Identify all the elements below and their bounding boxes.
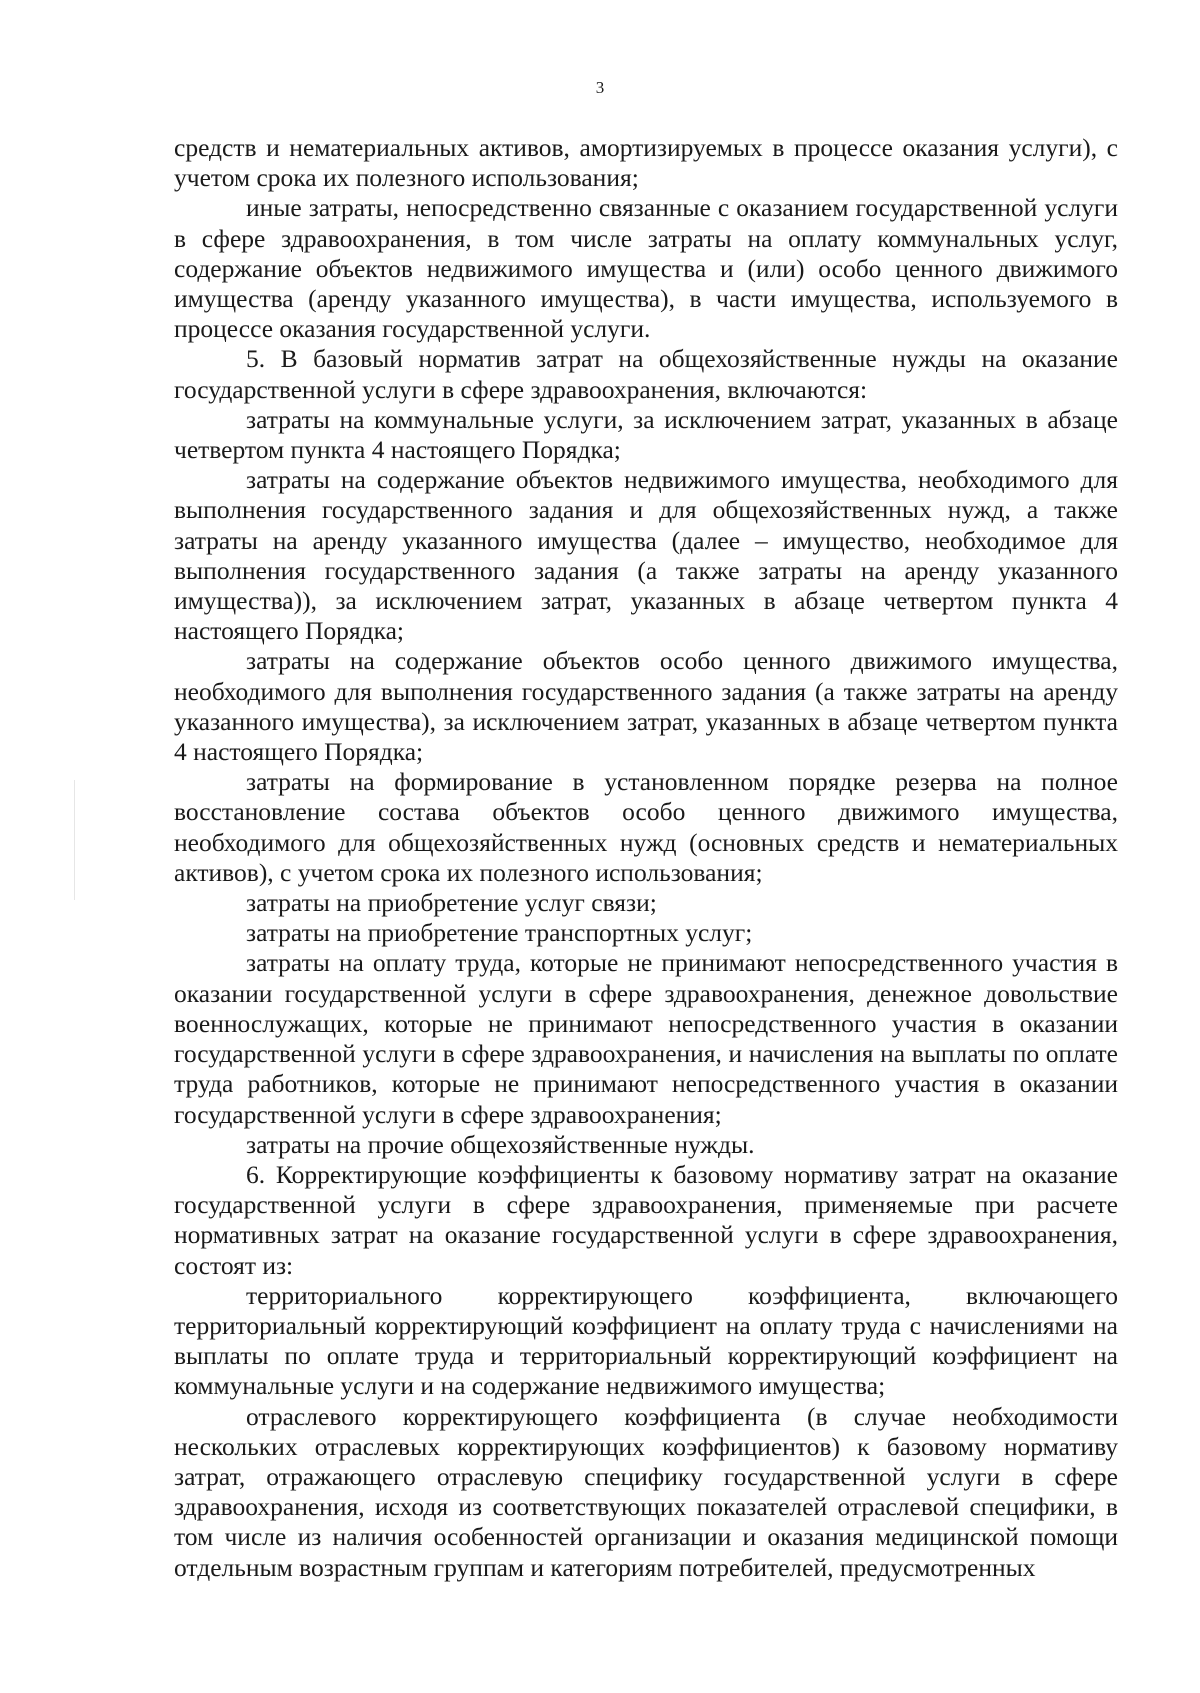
paragraph-transport: затраты на приобретение транспортных услуг; <box>246 918 753 948</box>
scan-artifact <box>74 780 75 900</box>
paragraph-industry-coefficient: отраслевого корректирующего коэффициента (в случае необходимости нескольких отраслевых корректирующих коэффициентов) к базовому нормативу затрат, отражающего отраслевую специфику государственной услуги в сфере здравоохранения, исходя из соответствующих показателей отраслевой специфики, в том числе из наличия особенностей организации и оказания медицинской помощи отдельным возрастным группам и категориям потребителей, предусмотренных <box>174 1401 1118 1582</box>
paragraph-real-estate: затраты на содержание объектов недвижимого имущества, необходимого для выполнения государственного задания и для общехозяйственных нужд, а также затраты на аренду указанного имущества (далее – имущество, необходимое для выполнения государственного задания (а также затраты на аренду указанного имущества)), за исключением затрат, указанных в абзаце четвертом пункта 4 настоящего Порядка; <box>174 465 1118 646</box>
paragraph-territorial-coefficient: территориального корректирующего коэффициента, включающего территориальный корректирующий коэффициент на оплату труда с начислениями на выплаты по оплате труда и территориальный корректирующий коэффициент на коммунальные услуги и на содержание недвижимого имущества; <box>174 1280 1118 1401</box>
paragraph-labor: затраты на оплату труда, которые не принимают непосредственного участия в оказании государственной услуги в сфере здравоохранения, денежное довольствие военнослужащих, которые не принимают непосредственного участия в оказании государственной услуги в сфере здравоохранения, и начисления на выплаты по оплате труда работников, которые не принимают непосредственного участия в оказании государственной услуги в сфере здравоохранения; <box>174 948 1118 1129</box>
paragraph-reserve: затраты на формирование в установленном порядке резерва на полное восстановление состава объектов особо ценного движимого имущества, необходимого для общехозяйственных нужд (основных средств и нематериальных активов), с учетом срока их полезного использования; <box>174 767 1118 887</box>
paragraph-other-costs: иные затраты, непосредственно связанные с оказанием государственной услуги в сфере здравоохранения, в том числе затраты на оплату коммунальных услуг, содержание объектов недвижимого имущества и (или) особо ценного движимого имущества (аренду указанного имущества), в части имущества, используемого в процессе оказания государственной услуги. <box>174 193 1118 344</box>
paragraph-movable-property: затраты на содержание объектов особо ценного движимого имущества, необходимого для выполнения государственного задания (а также затраты на аренду указанного имущества), за исключением затрат, указанных в абзаце четвертом пункта 4 настоящего Порядка; <box>174 646 1118 767</box>
paragraph-section-6: 6. Корректирующие коэффициенты к базовому нормативу затрат на оказание государственной услуги в сфере здравоохранения, применяемые при расчете нормативных затрат на оказание государственной услуги в сфере здравоохранения, состоят из: <box>174 1159 1118 1280</box>
document-body <box>174 133 1118 1583</box>
paragraph-section-5: 5. В базовый норматив затрат на общехозяйственные нужды на оказание государственной услуги в сфере здравоохранения, включаются: <box>174 344 1118 404</box>
paragraph-communications: затраты на приобретение услуг связи; <box>246 888 657 918</box>
page-number: 3 <box>595 78 605 97</box>
paragraph-continuation: средств и нематериальных активов, амортизируемых в процессе оказания услуги), с учетом срока их полезного использования; <box>174 133 1118 193</box>
paragraph-utilities: затраты на коммунальные услуги, за исключением затрат, указанных в абзаце четвертом пункта 4 настоящего Порядка; <box>174 404 1118 465</box>
paragraph-other-needs: затраты на прочие общехозяйственные нужды. <box>246 1129 755 1159</box>
